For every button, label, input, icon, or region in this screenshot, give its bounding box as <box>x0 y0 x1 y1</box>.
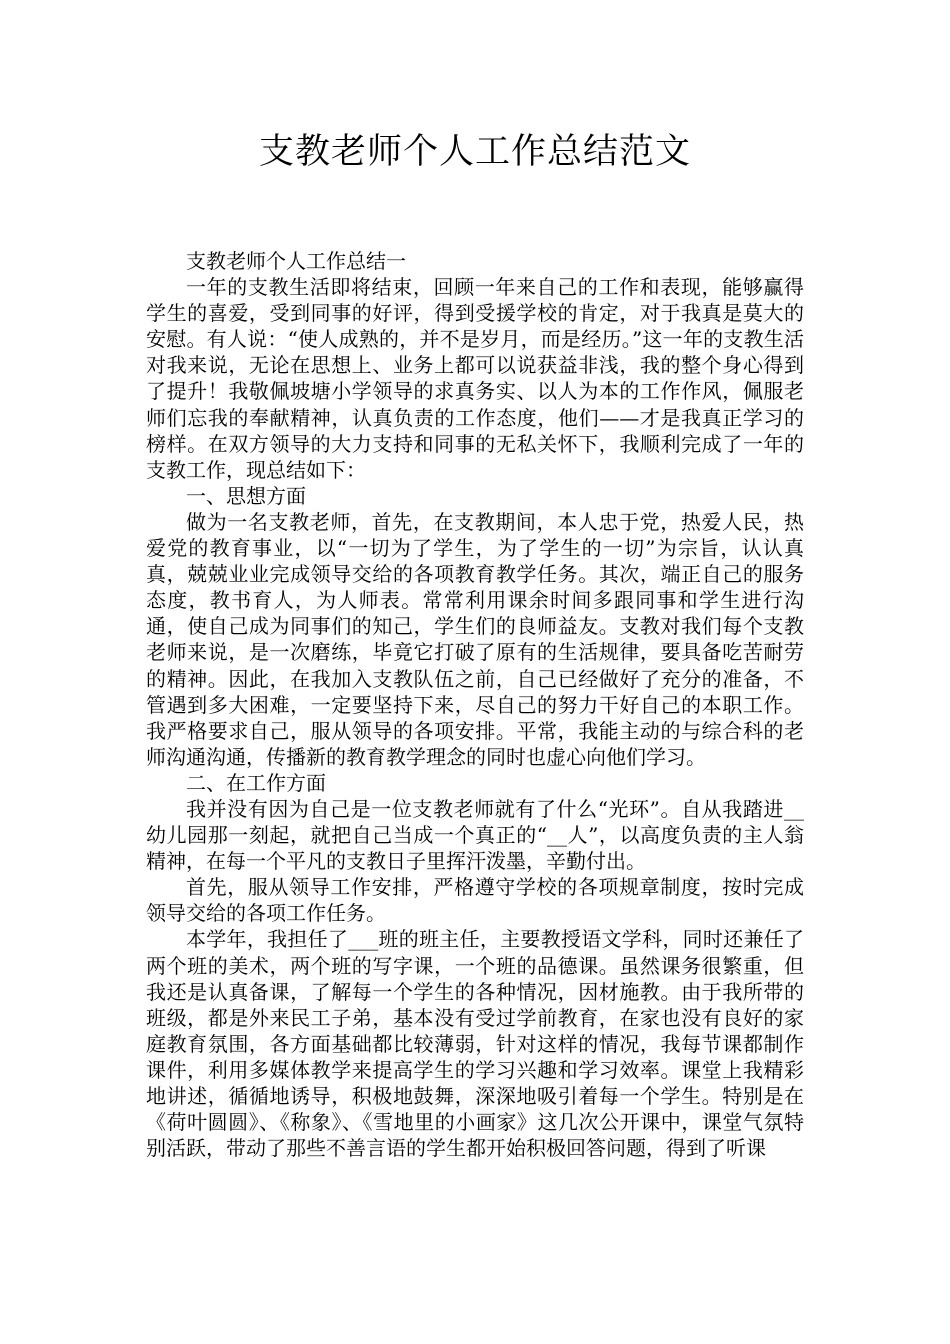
document-body <box>146 248 804 1161</box>
body-paragraph: 本学年，我担任了___班的班主任，主要教授语文学科，同时还兼任了两个班的美术，两个班的写字课，一个班的品德课。虽然课务很繁重，但我还是认真备课，了解每一个学生的各种情况，因材施教。由于我所带的班级，都是外来民工子弟，基本没有受过学前教育，在家也没有良好的家庭教育氛围，各方面基础都比较薄弱，针对这样的情况，我每节课都制作课件，利用多媒体教学来提高学生的学习兴趣和学习效率。课堂上我精彩地讲述，循循地诱导，积极地鼓舞，深深地吸引着每一个学生。特别是在《荷叶圆圆》、《称象》、《雪地里的小画家》这几次公开课中，课堂气氛特别活跃，带动了那些不善言语的学生都开始积极回答问题，得到了听课 <box>146 927 804 1161</box>
document-title: 支教老师个人工作总结范文 <box>258 132 691 172</box>
body-paragraph: 我并没有因为自己是一位支教老师就有了什么“光环”。自从我踏进__幼儿园那一刻起，就把自己当成一个真正的“__人”，以高度负责的主人翁精神，在每一个平凡的支教日子里挥汗泼墨，辛勤付出。 <box>146 796 804 874</box>
section-heading: 支教老师个人工作总结一 <box>186 249 406 273</box>
body-paragraph: 一年的支教生活即将结束，回顾一年来自己的工作和表现，能够赢得学生的喜爱，受到同事的好评，得到受援学校的肯定，对于我真是莫大的安慰。有人说：“使人成熟的，并不是岁月，而是经历。”这一年的支教生活对我来说，无论在思想上、业务上都可以说获益非浅，我的整个身心得到了提升！我敬佩坡塘小学领导的求真务实、以人为本的工作作风，佩服老师们忘我的奉献精神，认真负责的工作态度，他们——才是我真正学习的榜样。在双方领导的大力支持和同事的无私关怀下，我顺利完成了一年的支教工作，现总结如下： <box>146 275 804 482</box>
section-heading: 一、思想方面 <box>186 483 306 508</box>
body-paragraph: 首先，服从领导工作安排，严格遵守学校的各项规章制度，按时完成领导交给的各项工作任务。 <box>146 875 804 926</box>
section-heading: 二、在工作方面 <box>186 770 326 795</box>
body-paragraph: 做为一名支教老师，首先，在支教期间，本人忠于党，热爱人民，热爱党的教育事业，以“一切为了学生，为了学生的一切”为宗旨，认认真真，兢兢业业完成领导交给的各项教育教学任务。其次，端正自己的服务态度，教书育人，为人师表。常常利用课余时间多跟同事和学生进行沟通，使自己成为同事们的知己，学生们的良师益友。支教对我们每个支教老师来说，是一次磨练，毕竟它打破了原有的生活规律，要具备吃苦耐劳的精神。因此，在我加入支教队伍之前，自己已经做好了充分的准备，不管遇到多大困难，一定要坚持下来，尽自己的努力干好自己的本职工作。我严格要求自己，服从领导的各项安排。平常，我能主动的与综合科的老师沟通沟通，传播新的教育教学理念的同时也虚心向他们学习。 <box>146 509 804 769</box>
